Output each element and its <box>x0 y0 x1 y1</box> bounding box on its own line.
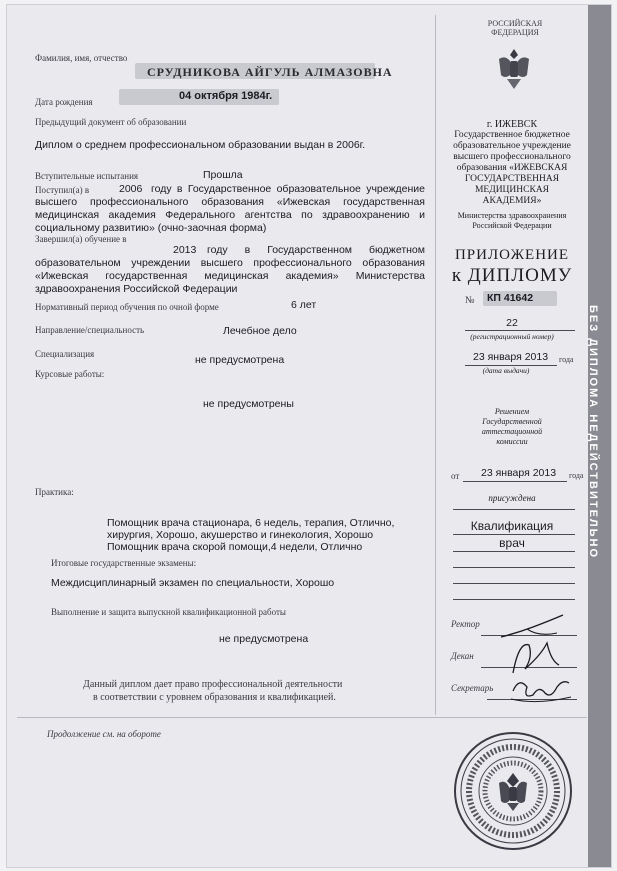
direction-label: Направление/специальность <box>35 325 145 335</box>
thesis-label: Выполнение и защита выпускной квалификационной работы <box>51 607 286 617</box>
rights-text: Данный диплом дает право профессиональной деятельности <box>83 679 343 690</box>
rights-text: в соответствии с уровнем образования и квалификацией. <box>93 692 336 703</box>
commission-date: 23 января 2013 <box>481 467 557 479</box>
qualification-value: врач <box>499 536 525 550</box>
appendix-title: к ДИПЛОМУ <box>451 265 573 286</box>
completed-text: году в Государственном бюджетном образовательном учреждении высшего профессионального образования «Ижевская государственная медицинская академия» Министерства здравоохранения Российской Федерации <box>35 244 425 295</box>
institution-line: образовательное учреждение <box>453 141 571 151</box>
commission-year-suffix: года <box>569 471 584 480</box>
continued-note: Продолжение см. на обороте <box>47 729 161 739</box>
qualification-line <box>453 534 575 535</box>
specialization-label: Специализация <box>35 349 95 359</box>
diploma-appendix-sheet <box>6 4 612 868</box>
period-value: 6 лет <box>291 299 317 311</box>
dob-value: 04 октября 1984г. <box>179 90 273 102</box>
institution-line: МЕДИЦИНСКАЯ <box>474 185 550 195</box>
practice-line: Помощник врача стационара, 6 недель, терапия, Отлично, <box>107 517 395 529</box>
bottom-divider <box>17 717 587 718</box>
commission-date-line <box>463 481 567 482</box>
decision-line: Государственной <box>482 417 542 426</box>
specialization-value: не предусмотрена <box>195 354 285 366</box>
institution-line: высшего профессионального <box>453 152 571 162</box>
final-exams-value: Междисциплинарный экзамен по специальности, Хорошо <box>51 577 335 589</box>
decision-line: аттестационной <box>481 427 543 436</box>
decision-line: Решением <box>494 407 530 416</box>
institution-line: Государственное бюджетное <box>454 130 570 140</box>
direction-value: Лечебное дело <box>223 325 297 337</box>
admitted-label: Поступил(а) в <box>35 185 90 195</box>
institution-line: ГОСУДАРСТВЕННАЯ <box>464 174 560 184</box>
coursework-value: не предусмотрены <box>203 398 294 410</box>
awarded-line <box>453 509 575 510</box>
prev-doc-value: Диплом о среднем профессиональном образовании выдан в 2006г. <box>35 139 366 151</box>
number-sign: № <box>465 295 475 306</box>
admitted-text: году в Государственное образовательное учреждение высшего профессионального образования «Ижевская государственная медицинская академия Федерального агентства по здравоохранению и социальному развитию» (очно-заочная форма) <box>35 183 425 234</box>
qualification-line <box>453 551 575 552</box>
practice-line: Помощник врача скорой помощи,4 недели, Отлично <box>107 541 363 553</box>
practice-line: хирургия, Хорошо, акушерство и гинекология, Хорошо <box>107 529 374 541</box>
blank-line <box>453 567 575 568</box>
final-exams-label: Итоговые государственные экзамены: <box>51 558 197 568</box>
qualification-title: Квалификация <box>470 519 554 533</box>
prev-doc-label: Предыдущий документ об образовании <box>35 117 187 127</box>
completed-year: 2013 <box>173 244 197 256</box>
dean-label: Декан <box>451 651 474 661</box>
issue-year-suffix: года <box>559 355 574 364</box>
from-label: от <box>451 471 460 481</box>
ministry-line: Министерства здравоохранения <box>457 211 567 220</box>
appendix-title: ПРИЛОЖЕНИЕ <box>454 247 570 263</box>
institution-line: образования «ИЖЕВСКАЯ <box>456 163 568 173</box>
issue-date-label: (дата выдачи) <box>482 366 530 375</box>
coat-of-arms-icon <box>495 45 533 93</box>
reg-number: 22 <box>506 317 518 329</box>
side-stamp-text: БЕЗ ДИПЛОМА НЕДЕЙСТВИТЕЛЬНО <box>587 305 599 560</box>
institution-line: АКАДЕМИЯ» <box>482 196 542 206</box>
completed-label: Завершил(а) обучение в <box>35 234 127 244</box>
dob-label: Дата рождения <box>35 97 93 107</box>
thesis-value: не предусмотрена <box>219 633 309 645</box>
name-label: Фамилия, имя, отчество <box>35 53 128 63</box>
rector-label: Ректор <box>451 619 480 629</box>
entrance-label: Вступительные испытания <box>35 171 139 181</box>
coursework-label: Курсовые работы: <box>35 369 105 379</box>
city-label: г. ИЖЕВСК <box>486 119 538 130</box>
reg-number-label: (регистрационный номер) <box>470 332 554 341</box>
column-divider <box>435 15 436 715</box>
official-seal-icon <box>451 729 575 853</box>
decision-line: комиссии <box>496 437 528 446</box>
secretary-label: Секретарь <box>451 683 494 693</box>
blank-line <box>453 583 575 584</box>
reg-number-line <box>465 330 575 331</box>
full-name: СРУДНИКОВА АЙГУЛЬ АЛМАЗОВНА <box>147 65 393 79</box>
diploma-number: КП 41642 <box>487 292 534 304</box>
entrance-value: Прошла <box>203 169 243 181</box>
practice-label: Практика: <box>35 487 74 497</box>
period-label: Нормативный период обучения по очной форме <box>35 302 219 312</box>
secretary-signature-icon <box>505 669 575 705</box>
issue-date: 23 января 2013 <box>473 351 549 363</box>
admitted-year: 2006 <box>119 183 143 195</box>
country-label: РОССИЙСКАЯ ФЕДЕРАЦИЯ <box>487 19 543 37</box>
ministry-line: Российской Федерации <box>472 221 552 230</box>
blank-line <box>453 599 575 600</box>
awarded-label: присуждена <box>488 493 536 503</box>
